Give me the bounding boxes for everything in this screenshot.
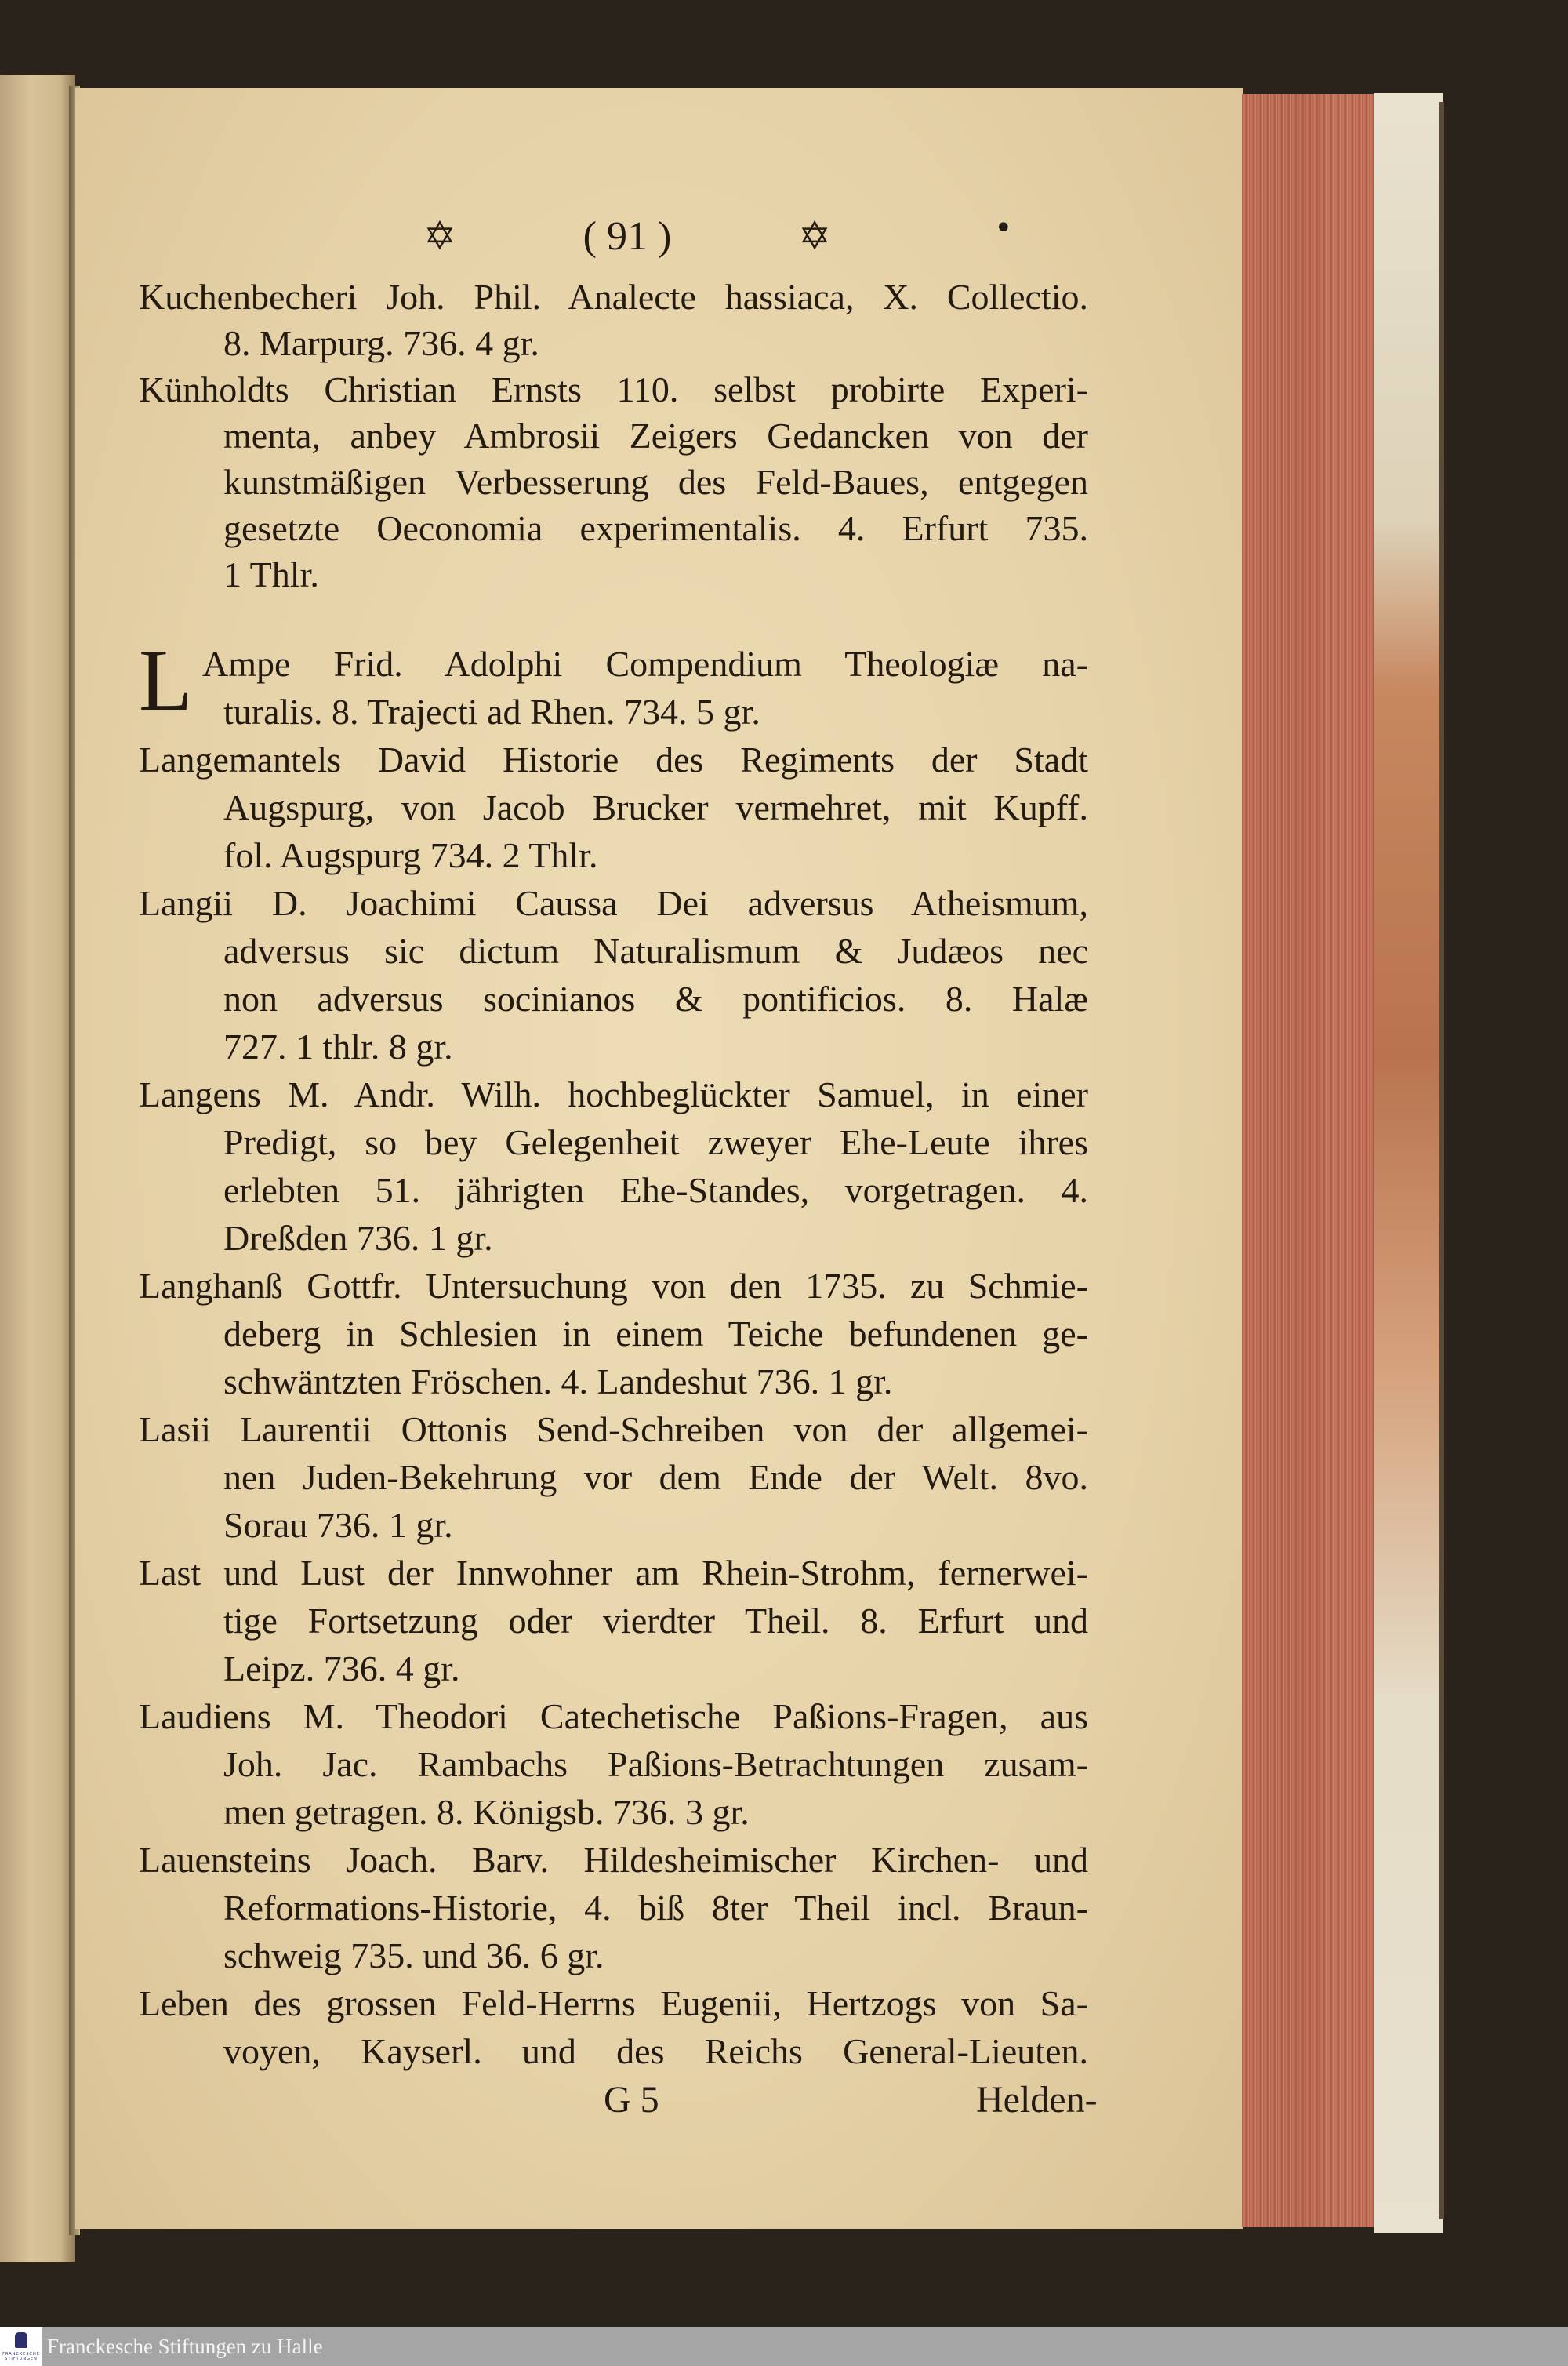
entry-heading-line: Langemantels David Historie des Regiments der Stadt: [139, 740, 1088, 780]
footer-label: Franckesche Stiftungen zu Halle: [47, 2335, 323, 2358]
page-block-edge: [1242, 94, 1375, 2227]
signature-mark: G 5: [604, 2079, 659, 2121]
logo-text: FRANCKESCHE STIFTUNGEN: [2, 2352, 40, 2361]
star-ornament-icon: ✡: [798, 213, 831, 259]
catchword: Helden-: [976, 2079, 1098, 2121]
page-number: ( 91 ): [583, 213, 672, 259]
entry-heading-line: Lauensteins Joach. Barv. Hildesheimischer Kirchen- und: [139, 1840, 1088, 1880]
entry-heading-line: Leben des grossen Feld-Herrns Eugenii, Hertzogs von Sa-: [139, 1983, 1088, 2023]
logo-figure-icon: [15, 2332, 27, 2348]
entry-line: Dreßden 736. 1 gr.: [223, 1218, 493, 1258]
drop-cap: L: [139, 632, 193, 729]
entry-line: voyen, Kayserl. und des Reichs General-Lieuten.: [223, 2031, 1088, 2071]
entry-line: 727. 1 thlr. 8 gr.: [223, 1027, 453, 1067]
previous-page-edge: [0, 75, 75, 2262]
entry-line: Joh. Jac. Rambachs Paßions-Betrachtungen zusam-: [223, 1744, 1088, 1784]
entry-heading-line: Last und Lust der Innwohner am Rhein-Strohm, fernerwei-: [139, 1553, 1088, 1593]
entry-heading-line: Langens M. Andr. Wilh. hochbeglückter Samuel, in einer: [139, 1074, 1088, 1114]
printer-mark: •: [994, 210, 1013, 246]
entry-line: schweig 735. und 36. 6 gr.: [223, 1935, 604, 1975]
entry-line: adversus sic dictum Naturalismum & Judæos nec: [223, 931, 1088, 971]
star-ornament-icon: ✡: [423, 213, 456, 259]
entry-line: Leipz. 736. 4 gr.: [223, 1648, 460, 1688]
entry-line: tige Fortsetzung oder vierdter Theil. 8. Erfurt und: [223, 1601, 1088, 1641]
entry-heading-line: Laudiens M. Theodori Catechetische Paßions-Fragen, aus: [139, 1696, 1088, 1736]
entry-line: men getragen. 8. Königsb. 736. 3 gr.: [223, 1792, 750, 1832]
entry-heading-line: Ampe Frid. Adolphi Compendium Theologiæ na-: [202, 644, 1088, 684]
entry-line: turalis. 8. Trajecti ad Rhen. 734. 5 gr.: [223, 692, 760, 732]
entry-heading-line: Lasii Laurentii Ottonis Send-Schreiben von der allgemei-: [139, 1409, 1088, 1449]
entry-heading-line: Langii D. Joachimi Caussa Dei adversus Atheismum,: [139, 883, 1088, 923]
entry-heading-line: Kuchenbecheri Joh. Phil. Analecte hassiaca, X. Collectio.: [139, 277, 1088, 317]
entry-line: menta, anbey Ambrosii Zeigers Gedancken von der: [223, 416, 1088, 456]
entry-heading-line: Langhanß Gottfr. Untersuchung von den 1735. zu Schmie-: [139, 1266, 1088, 1306]
entry-line: deberg in Schlesien in einem Teiche befundenen ge-: [223, 1314, 1088, 1354]
entry-line: Reformations-Historie, 4. biß 8ter Theil incl. Braun-: [223, 1888, 1088, 1928]
entry-line: Sorau 736. 1 gr.: [223, 1505, 453, 1545]
institution-logo[interactable]: [0, 2327, 42, 2366]
entry-line: schwäntzten Fröschen. 4. Landeshut 736. 1 gr.: [223, 1361, 893, 1401]
vellum-cover: [1374, 93, 1443, 2233]
entry-heading-line: Künholdts Christian Ernsts 110. selbst probirte Experi-: [139, 369, 1088, 409]
entry-line: Predigt, so bey Gelegenheit zweyer Ehe-Leute ihres: [223, 1122, 1088, 1162]
entry-line: nen Juden-Bekehrung vor dem Ende der Welt. 8vo.: [223, 1457, 1088, 1497]
entry-line: erlebten 51. jährigten Ehe-Standes, vorgetragen. 4.: [223, 1170, 1088, 1210]
entry-line: 8. Marpurg. 736. 4 gr.: [223, 323, 539, 363]
entry-line: kunstmäßigen Verbesserung des Feld-Baues, entgegen: [223, 462, 1088, 502]
entry-line: non adversus socinianos & pontificios. 8. Halæ: [223, 979, 1088, 1019]
cover-edge: [1439, 102, 1444, 2219]
entry-line: 1 Thlr.: [223, 554, 319, 594]
entry-line: gesetzte Oeconomia experimentalis. 4. Erfurt 735.: [223, 508, 1088, 548]
footer-bar: [0, 2327, 1568, 2366]
running-header: [423, 210, 831, 262]
entry-line: fol. Augspurg 734. 2 Thlr.: [223, 835, 598, 875]
entry-line: Augspurg, von Jacob Brucker vermehret, mit Kupff.: [223, 787, 1088, 827]
